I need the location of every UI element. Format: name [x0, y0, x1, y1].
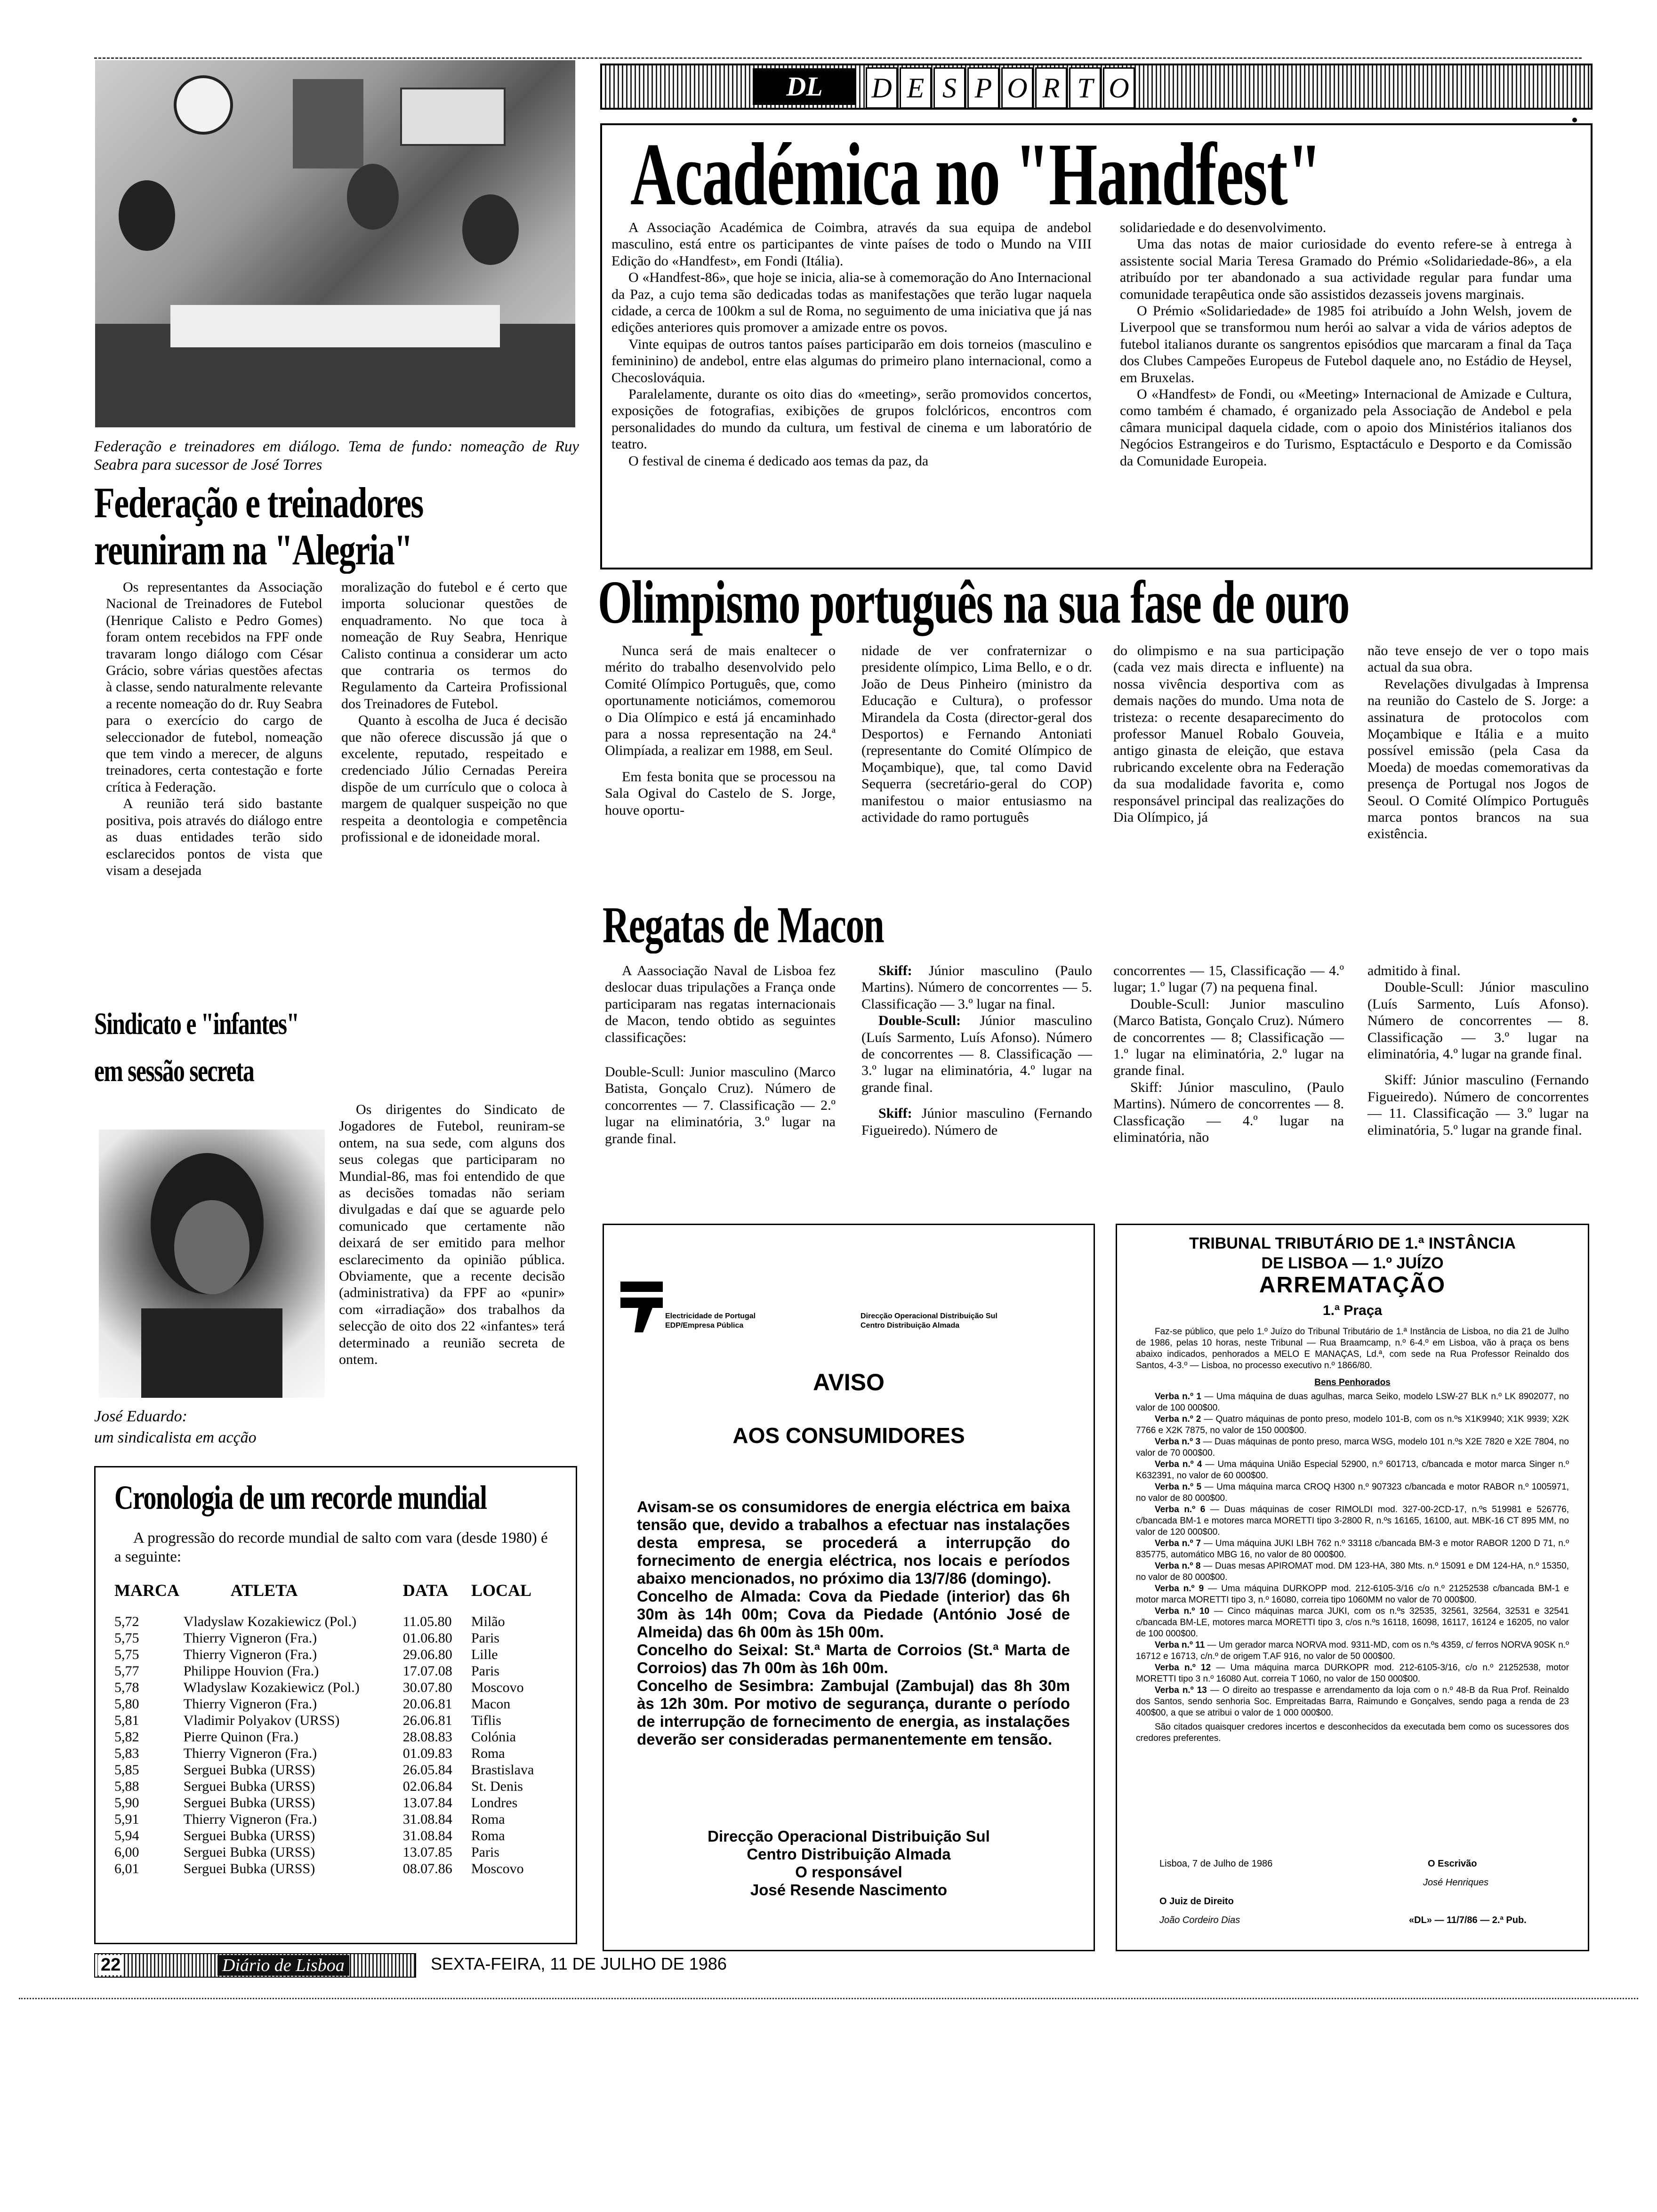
aviso-sesimbra: Concelho de Sesimbra: Zambujal (Zambujal) das 8h 30m às 12h 30m. Por motivo de segurança, durante o período de interrupção de fornecimento de energia, as instalações deverão ser consideradas permanentemente em tensão.	[637, 1677, 1070, 1748]
cell-data: 11.05.80	[402, 1614, 452, 1629]
verba-label: Verba n.º 10	[1155, 1606, 1210, 1616]
cell-data: 28.08.83	[402, 1729, 452, 1745]
cell-data: 29.06.80	[402, 1647, 452, 1662]
sindicato-title-line2: em sessão secreta	[94, 1054, 254, 1088]
cell-local: Paris	[471, 1630, 499, 1646]
sindicato-photo	[99, 1130, 325, 1398]
federacao-title-line2: reuniram na "Alegria"	[94, 526, 412, 574]
paragraph: nidade de ver confraternizar o presidente olímpico, Lima Bello, e o dr. João de Deus Pinheiro (ministro da Educação e Cultura), o professor Mirandela da Costa (director-geral dos Desportos) e Fernando Antoniati (representante do Comité Olímpico de Moçambique), que, tal como David Sequerra (secretário-geral do COP) manifestou o maior entusiasmo na actividade do ramo português	[861, 643, 1092, 825]
paragraph: O «Handfest-86», que hoje se inicia, alia-se à comemoração do Ano Internacional da Paz, a cujo tema são dedicadas todas as manifestações que terão lugar naquela cidade, a cerca de 100km a sul de Roma, no seguimento de uma iniciativa que já nas edições anteriores quis promover a amizade entre os povos.	[611, 270, 1092, 336]
verba-label: Verba n.º 3	[1155, 1437, 1201, 1447]
verba-item	[1136, 1459, 1569, 1482]
academica-col2	[1120, 219, 1572, 469]
verba-item	[1136, 1583, 1569, 1606]
verba-text: — Uma máquina marca CROQ H300 n.º 907323 c/bancada e motor RABOR n.º 1005971, no valor de 80 000$00.	[1136, 1482, 1569, 1503]
paragraph	[861, 1012, 1092, 1096]
paragraph: Double-Scull: Junior masculino (Marco Batista, Gonçalo Cruz). Número de concorrentes — 7. Classificação — 2.º lugar na eliminatória, 3.º lugar na grande final.	[605, 1064, 836, 1146]
cell-marca: 5,91	[114, 1811, 139, 1827]
academica-col1	[611, 219, 1092, 469]
signature-line: O responsável	[795, 1863, 902, 1881]
verba-label: Verba n.º 4	[1155, 1459, 1202, 1469]
verba-text: — Duas máquinas de coser RIMOLDI mod. 327-00-2CD-17, n.ºs 519981 e 526776, c/bancada BM-1 e motores marca MORETTI tipo 3-2800 R, n.ºs 16165, 16100, aut. MBK-16 CT 895 MM, no valor de 120 000$00.	[1136, 1505, 1569, 1537]
cell-data: 30.07.80	[402, 1680, 452, 1695]
edp-name: Electricidade de Portugal	[665, 1312, 756, 1320]
table-row	[114, 1613, 557, 1630]
table-row	[114, 1646, 557, 1663]
cell-atleta: Thierry Vigneron (Fra.)	[183, 1746, 317, 1761]
juiz-name: João Cordeiro Dias	[1159, 1915, 1240, 1925]
regatas-col3	[1113, 962, 1344, 1146]
regatas-col4	[1367, 962, 1589, 1138]
federacao-photo	[95, 60, 575, 427]
cell-marca: 5,72	[114, 1614, 139, 1629]
cell-local: Roma	[471, 1828, 505, 1843]
section-letter: D	[866, 67, 898, 109]
cell-atleta: Serguei Bubka (URSS)	[183, 1779, 315, 1794]
section-letter: O	[1001, 67, 1033, 109]
section-letter: T	[1069, 67, 1101, 109]
paragraph: Paralelamente, durante os oito dias do «meeting», serão promovidos concertos, exposições de fotografias, exibições de grupos folclóricos, encontros com personalidades do mundo da cultura, um festival de cinema e um laboratório de teatro.	[611, 386, 1092, 452]
verba-item	[1136, 1561, 1569, 1583]
table-row	[114, 1778, 557, 1795]
verba-text: — Uma máquina DURKOPP mod. 212-6105-3/16 c/o n.º 21252538 c/bancada BM-1 e motor marca MORETTI tipo 3, n.º 16080, correia tipo 1060MM no valor de 70 000$00.	[1136, 1584, 1569, 1605]
cronologia-intro: A progressão do recorde mundial de salto com vara (desde 1980) é a seguinte:	[114, 1530, 548, 1565]
table-row	[114, 1860, 557, 1877]
cell-local: Roma	[471, 1811, 505, 1827]
edp-type: EDP/Empresa Pública	[665, 1322, 744, 1330]
cell-data: 01.09.83	[402, 1746, 452, 1761]
cell-local: Colónia	[471, 1729, 516, 1745]
cell-local: Brastislava	[471, 1762, 534, 1778]
page-number: 22	[98, 1955, 123, 1975]
top-rule	[94, 57, 1582, 59]
cell-atleta: Serguei Bubka (URSS)	[183, 1844, 315, 1860]
cell-atleta: Thierry Vigneron (Fra.)	[183, 1811, 317, 1827]
olimpismo-col2	[861, 642, 1092, 825]
aviso-subtitle: AOS CONSUMIDORES	[732, 1423, 965, 1448]
cell-data: 31.08.84	[402, 1828, 452, 1843]
paragraph	[861, 1105, 1092, 1138]
cell-data: 13.07.84	[402, 1795, 452, 1811]
cell-data: 26.06.81	[402, 1713, 452, 1728]
table-row	[114, 1844, 557, 1860]
academica-box	[600, 123, 1593, 569]
cell-local: Tiflis	[471, 1713, 501, 1728]
cell-marca: 5,94	[114, 1828, 139, 1843]
cell-marca: 6,01	[114, 1861, 139, 1876]
page-corner-dot	[1572, 118, 1577, 122]
paragraph: concorrentes — 15, Classificação — 4.º lugar; 1.º lugar (7) na pequena final.	[1113, 963, 1344, 995]
aviso-seixal: Concelho do Seixal: St.ª Marta de Corroios (St.ª Marta de Corroios) das 7h 00m às 16h 00m.	[637, 1641, 1070, 1676]
tribunal-title-4: 1.ª Praça	[1322, 1303, 1383, 1318]
paragraph: A reunião terá sido bastante positiva, pois através do diálogo entre as duas entidades terão sido esclarecidos pontos de vista que visam a desejada	[106, 796, 322, 878]
cell-atleta: Serguei Bubka (URSS)	[183, 1828, 315, 1843]
tribunal-intro: Faz-se público, que pelo 1.º Juízo do Tribunal Tributário de 1.ª Instância de Lisboa, no dia 21 de Julho de 1986, pelas 10 horas, neste Tribunal — Rua Braamcamp, n.º 6-4.º em Lisboa, vão à praça os bens abaixo indicados, penhorados a MELO E MANAÇAS, Ld.ª, com sede na Rua Professor Reinaldo dos Santos, 4-3.º — Lisboa, no processo executivo n.º 1866/80.	[1136, 1327, 1569, 1370]
paragraph: O festival de cinema é dedicado aos temas da paz, da	[628, 453, 929, 469]
cell-local: Lille	[471, 1647, 498, 1662]
edp-direction: Direcção Operacional Distribuição Sul	[861, 1312, 997, 1320]
verba-item	[1136, 1640, 1569, 1662]
regatas-col2	[861, 962, 1092, 1138]
cell-atleta: Thierry Vigneron (Fra.)	[183, 1647, 317, 1662]
aviso-title: AVISO	[813, 1369, 885, 1395]
section-letter: R	[1035, 67, 1067, 109]
col-header-marca: MARCA	[114, 1581, 179, 1600]
cell-data: 31.08.84	[402, 1811, 452, 1827]
tribunal-closing: São citados quaisquer credores incertos e desconhecidos da executada bem como os sucessores dos credores preferentes.	[1136, 1722, 1569, 1743]
table-row	[114, 1745, 557, 1762]
cronologia-box	[94, 1466, 577, 1944]
cell-local: Moscovo	[471, 1680, 524, 1695]
federacao-title-line1: Federação e treinadores	[94, 479, 423, 527]
cell-data: 17.07.08	[402, 1663, 452, 1679]
paragraph: Em festa bonita que se processou na Sala Ogival do Castelo de S. Jorge, houve oportu-	[605, 769, 836, 818]
sindicato-caption-line1: José Eduardo:	[94, 1408, 187, 1425]
verba-text: — Uma máquina União Especial 52900, n.º 601713, c/bancada e motor marca Singer n.º K632391, no valor de 60 000$00.	[1136, 1459, 1569, 1481]
text: Júnior masculino (Fernando Figueiredo). Número de	[861, 1106, 1092, 1138]
tribunal-date: Lisboa, 7 de Julho de 1986	[1159, 1859, 1273, 1869]
paragraph: moralização do futebol e é certo que importa solucionar questões de enquadramento. No que toca à nomeação de Ruy Seabra, Henrique Calisto continua a considerar um acto que contraria os termos do Regulamento da Carteira Profissional dos Treinadores de Futebol.	[341, 579, 567, 712]
verba-text: — Uma máquina marca DURKOPR mod. 212-6105-3/16, c/o n.º 21252538, motor MORETTI tipo 3 n.º 16080 Aut. correia T 1060, no valor de 150 000$00.	[1136, 1663, 1569, 1684]
section-letter: O	[1103, 67, 1135, 109]
cell-local: Moscovo	[471, 1861, 524, 1876]
verbas-list	[1136, 1391, 1569, 1719]
paragraph: admitido à final.	[1367, 963, 1461, 978]
tribunal-notice	[1116, 1224, 1589, 1951]
verba-label: Verba n.º 11	[1155, 1640, 1205, 1650]
olimpismo-col1	[605, 642, 836, 818]
verba-text: — Uma máquina JUKI LBH 762 n.º 33118 c/bancada BM-3 e motor RABOR 1200 D 71, n.º 835775, automático MBG 16, no valor de 80 000$00.	[1136, 1539, 1569, 1560]
tribunal-title-3: ARREMATAÇÃO	[1259, 1273, 1446, 1298]
table-row	[114, 1663, 557, 1679]
table-row	[114, 1630, 557, 1646]
escrivao-title: O Escrivão	[1428, 1859, 1477, 1869]
verba-text: — Duas máquinas de ponto preso, marca WSG, modelo 101 n.ºs X2E 7820 e X2E 7804, no valor de 70 000$00.	[1136, 1437, 1569, 1458]
footer-date: SEXTA-FEIRA, 11 DE JULHO DE 1986	[431, 1954, 727, 1973]
paragraph: Vinte equipas de outros tantos países participarão em dois torneios (masculino e femininino) de andebol, entre elas algumas do primeiro plano internacional, como a Checoslováquia.	[611, 336, 1092, 385]
col-header-local: LOCAL	[471, 1581, 531, 1600]
cell-marca: 5,75	[114, 1647, 139, 1662]
cell-atleta: Pierre Quinon (Fra.)	[183, 1729, 298, 1745]
paragraph: Os dirigentes do Sindicato de Jogadores de Futebol, reuniram-se ontem, na sua sede, com alguns dos seus colegas que participaram no Mundial-86, mas foi entendido de que as decisões tomadas não seriam divulgadas e daí que se aguarde pelo comunicado que certamente não deixará de ser emitido para melhor esclarecimento da opinião pública. Obviamente, que a recente decisão (administrativa) da FPF ao «punir» com «irradiação» dos trabalhos da selecção de oito dos 22 «infantes» terá determinado a reunião secreta de ontem.	[339, 1102, 565, 1368]
federacao-col1	[106, 579, 322, 879]
verba-item	[1136, 1436, 1569, 1459]
verba-text: — Cinco máquinas marca JUKI, com os n.ºs 32535, 32561, 32564, 32531 e 32541 c/bancada BM-LE, motores marca MORETTI tipo 3, c/os n.ºs 16118, 16098, 16117, 16124 e 16205, no valor de 100 000$00.	[1136, 1606, 1569, 1639]
cell-local: Macon	[471, 1696, 511, 1712]
tribunal-title-2: DE LISBOA — 1.º JUÍZO	[1261, 1254, 1444, 1272]
cell-data: 01.06.80	[402, 1630, 452, 1646]
text: Júnior masculino (Paulo Martins). Número de concorrentes — 5. Classificação — 3.º lugar na final.	[861, 963, 1092, 1012]
signature-line: Centro Distribuição Almada	[747, 1845, 951, 1863]
table-row	[114, 1827, 557, 1844]
cell-marca: 5,81	[114, 1713, 139, 1728]
verba-item	[1136, 1504, 1569, 1538]
cell-local: Milão	[471, 1614, 505, 1629]
paragraph: Revelações divulgadas à Imprensa na reunião do Castelo de S. Jorge: a assinatura de protocolos com Moçambique e Itália e a muito possível emissão (pela Casa da Moeda) de moedas comemorativas da presença de Portugal nos Jogos de Seoul. O Comité Olímpico Português marca pontos brancos na sua existência.	[1367, 676, 1589, 842]
cell-atleta: Thierry Vigneron (Fra.)	[183, 1630, 317, 1646]
col-header-data: DATA	[402, 1581, 449, 1600]
cell-local: St. Denis	[471, 1779, 523, 1794]
regatas-col1	[605, 962, 836, 1147]
cell-atleta: Vladimir Polyakov (URSS)	[183, 1713, 340, 1728]
juiz-title: O Juiz de Direito	[1159, 1896, 1234, 1907]
cell-local: Roma	[471, 1746, 505, 1761]
bottom-rule	[19, 1998, 1638, 1999]
regatas-title: Regatas de Macon	[603, 896, 884, 954]
cell-atleta: Wladyslaw Kozakiewicz (Pol.)	[183, 1680, 360, 1695]
escrivao-name: José Henriques	[1423, 1877, 1488, 1888]
verba-item	[1136, 1538, 1569, 1561]
cell-marca: 5,80	[114, 1696, 139, 1712]
cell-marca: 5,83	[114, 1746, 139, 1761]
aviso-signature	[604, 1827, 1094, 1899]
cell-marca: 5,90	[114, 1795, 139, 1811]
verba-text: — Uma máquina de duas agulhas, marca Seiko, modelo LSW-27 BLK n.º LK 8902077, no valor de 100 000$00.	[1136, 1392, 1569, 1413]
paragraph: Skiff: Júnior masculino, (Paulo Martins). Número de concorrentes — 8. Classficação — 4.º lugar na eliminatória, não	[1113, 1079, 1344, 1146]
table-row	[114, 1679, 557, 1696]
table-row	[114, 1696, 557, 1712]
paragraph: Double-Scull: Junior masculino (Marco Batista, Gonçalo Cruz). Número de concorrentes — 8; Classificação — 1.º lugar na eliminatória, 2.º lugar na grande final.	[1113, 996, 1344, 1079]
col-header-atleta: ATLETA	[230, 1581, 298, 1600]
paragraph: Os representantes da Associação Nacional de Treinadores de Futebol (Henrique Calisto e Pedro Gomes) foram ontem recebidos na FPF onde travaram longo diálogo com César Grácio, sobre várias questões afectas à classe, sendo naturalmente relevante a recente nomeação do dr. Ruy Seabra para o exercício do cargo de seleccionador de futebol, nomeação que tem vindo a merecer, de alguns treinadores, certa contestação e forte crítica à Federação.	[106, 579, 322, 795]
olimpismo-col4	[1367, 642, 1589, 842]
academica-title: Académica no "Handfest"	[630, 125, 1321, 224]
verba-item	[1136, 1482, 1569, 1504]
verba-text: — Um gerador marca NORVA mod. 9311-MD, com os n.ºs 4359, c/ ferros NORVA 90SK n.º 16712 e 16713, c/n.º de origem T.AF 916, no valor de 50 000$00.	[1136, 1640, 1569, 1661]
verba-text: — Duas mesas APIROMAT mod. DM 123-HA, 380 Mts. n.º 15091 e DM 124-HA, n.º 15350, no valor de 80 000$00.	[1136, 1561, 1569, 1582]
verba-label: Verba n.º 13	[1155, 1685, 1207, 1695]
cell-atleta: Serguei Bubka (URSS)	[183, 1762, 315, 1778]
text: Júnior masculino (Luís Sarmento, Luís Afonso). Número de concorrentes — 8. Classificação — 3.º lugar na eliminatória, 4.º lugar na grande final.	[861, 1013, 1092, 1095]
table-row	[114, 1762, 557, 1778]
signature-line: José Resende Nascimento	[750, 1881, 948, 1899]
cell-atleta: Serguei Bubka (URSS)	[183, 1795, 315, 1811]
section-name	[866, 65, 1137, 108]
sindicato-body	[339, 1101, 565, 1368]
tribunal-title-1: TRIBUNAL TRIBUTÁRIO DE 1.ª INSTÂNCIA	[1189, 1234, 1516, 1252]
paragraph: do olimpismo e na sua participação (cada vez mais directa e influente) na nossa vivência desportiva com as demais nações do mundo. Uma nota de tristeza: o recente desaparecimento do professor Manuel Robalo Gouveia, antigo ginasta de eleição, que estava rubricando excelente obra na Federação da sua modalidade favorita e, como responsável principal das realizações do Dia Olímpico, já	[1113, 643, 1344, 825]
verba-label: Verba n.º 5	[1155, 1482, 1202, 1492]
paragraph: O Prémio «Solidariedade» de 1985 foi atribuído a John Welsh, jovem de Liverpool que se transformou num herói ao salvar a vida de vários adeptos de futebol italianos durante os sangrentos episódios que marcaram a final da Taça dos Clubes Campeões Europeus de Futebol daquele ano, no Estádio de Heysel, em Bruxelas.	[1120, 303, 1572, 385]
cell-local: Paris	[471, 1663, 499, 1679]
signature-line: Direcção Operacional Distribuição Sul	[708, 1827, 990, 1845]
cell-atleta: Serguei Bubka (URSS)	[183, 1861, 315, 1876]
verba-text: — Quatro máquinas de ponto preso, modelo 101-B, com os n.ºs X1K9940; X1K 9939; X2K 7766 e X2K 7875, no valor de 150 000$00.	[1136, 1414, 1569, 1435]
paragraph: Nunca será de mais enaltecer o mérito do trabalho desenvolvido pelo Comité Olímpico Português, que, como oportunamente noticiámos, comemorou o Dia Olímpico e está já encaminhado para a nossa representação na 24.ª Olimpíada, a realizar em 1988, em Seul.	[605, 643, 836, 759]
publication-ref: «DL» — 11/7/86 — 2.ª Pub.	[1409, 1915, 1527, 1925]
cell-atleta: Philippe Houvion (Fra.)	[183, 1663, 319, 1679]
table-row	[114, 1729, 557, 1745]
verba-item	[1136, 1662, 1569, 1685]
verba-item	[1136, 1685, 1569, 1719]
verba-item	[1136, 1391, 1569, 1414]
table-row	[114, 1811, 557, 1827]
cell-marca: 5,75	[114, 1630, 139, 1646]
verba-label: Verba n.º 7	[1155, 1539, 1201, 1548]
verba-label: Verba n.º 6	[1155, 1505, 1206, 1515]
cronologia-title: Cronologia de um recorde mundial	[114, 1479, 487, 1516]
section-masthead	[600, 64, 1593, 110]
aviso-body	[637, 1498, 1070, 1748]
verba-item	[1136, 1414, 1569, 1436]
sindicato-title-line1: Sindicato e "infantes"	[94, 1007, 299, 1041]
paragraph: Double-Scull: Júnior masculino (Luís Sarmento, Luís Afonso). Número de concorrentes — 8. Classificação — 3.º lugar na eliminatória, 4.º lugar na grande final.	[1367, 979, 1589, 1062]
cell-marca: 5,77	[114, 1663, 139, 1679]
footer-bar	[94, 1953, 416, 1978]
label: Double-Scull:	[878, 1013, 961, 1029]
verba-label: Verba n.º 8	[1155, 1561, 1201, 1571]
verba-label: Verba n.º 9	[1155, 1584, 1204, 1594]
aviso-notice	[603, 1224, 1095, 1951]
aviso-intro: Avisam-se os consumidores de energia eléctrica em baixa tensão que, devido a trabalhos a efectuar nas instalações desta empresa, se procederá a interrupção do fornecimento de energia eléctrica, nos locais e períodos abaixo mencionados, no próximo dia 13/7/86 (domingo).	[637, 1498, 1070, 1587]
paragraph: O «Handfest» de Fondi, ou «Meeting» Internacional de Amizade e Cultura, como também é chamado, é organizado pela Associação de Andebol e pela câmara municipal daquela cidade, com o apoio dos Ministérios italianos dos Negócios Estrangeiros e do Turismo, Esptactáculo e Desporto e da Comissão da Comunidade Europeia.	[1120, 386, 1572, 469]
label: Skiff:	[878, 963, 912, 978]
cell-data: 02.06.84	[402, 1779, 452, 1794]
cell-marca: 5,78	[114, 1680, 139, 1695]
cell-data: 08.07.86	[402, 1861, 452, 1876]
cell-marca: 5,85	[114, 1762, 139, 1778]
verba-text: — O direito ao trespasse e arrendamento da loja com o n.º 48-B da Rua Prof. Reinaldo dos Santos, sendo senhoria Soc. Empreitadas Barra, Raimundo e Gonçalves, sendo paga a renda de 23 400$00, a que se atribui o valor de 1 000 000$00.	[1136, 1685, 1569, 1718]
paragraph: não teve ensejo de ver o topo mais actual da sua obra.	[1367, 643, 1589, 675]
cell-atleta: Thierry Vigneron (Fra.)	[183, 1696, 317, 1712]
olimpismo-title: Olimpismo português na sua fase de ouro	[598, 569, 1349, 636]
tribunal-body	[1136, 1326, 1569, 1744]
bens-title: Bens Penhorados	[1314, 1378, 1391, 1387]
paragraph	[861, 962, 1092, 1012]
paragraph: solidariedade e do desenvolvimento.	[1120, 220, 1327, 235]
paragraph: Quanto à escolha de Juca é decisão que não oferece discussão já que o excelente, reputado, respeitado e credenciado Júlio Cernadas Pereira dispõe de um currículo que o coloca à margem de qualquer suspeição no que respeita a deontologia e competência profissional e de idoneidade moral.	[341, 713, 567, 845]
cell-local: Paris	[471, 1844, 499, 1860]
paragraph: Skiff: Júnior masculino (Fernando Figueiredo). Número de concorrentes — 11. Classificação — 3.º lugar na eliminatória, 5.º lugar na grande final.	[1367, 1072, 1589, 1138]
cell-marca: 5,82	[114, 1729, 139, 1745]
olimpismo-col3	[1113, 642, 1344, 825]
paper-name: Diário de Lisboa	[217, 1955, 349, 1976]
federacao-col2	[341, 579, 567, 846]
record-table	[114, 1580, 557, 1877]
paragraph: Uma das notas de maior curiosidade do evento refere-se à entrega à assistente social Maria Teresa Gramado do Prémio «Solidariedade-86», a ela atribuído por ter abandonado a sua actividade regular para fundar uma comunidade terapêutica onde são assistidos dezasseis jovens marginais.	[1120, 236, 1572, 302]
verba-label: Verba n.º 12	[1155, 1663, 1211, 1673]
cell-data: 13.07.85	[402, 1844, 452, 1860]
edp-logo-icon	[616, 1272, 672, 1333]
table-row	[114, 1712, 557, 1729]
cell-local: Londres	[471, 1795, 518, 1811]
label: Skiff:	[878, 1106, 912, 1122]
cell-atleta: Vladyslaw Kozakiewicz (Pol.)	[183, 1614, 357, 1629]
table-row	[114, 1795, 557, 1811]
aviso-almada: Concelho de Almada: Cova da Piedade (interior) das 6h 30m às 14h 00m; Cova da Piedade (António José de Almeida) das 6h 00m às 15h 00m.	[637, 1587, 1070, 1641]
cell-marca: 5,88	[114, 1779, 139, 1794]
federacao-caption: Federação e treinadores em diálogo. Tema de fundo: nomeação de Ruy Seabra para sucessor de José Torres	[94, 438, 579, 473]
edp-centre: Centro Distribuição Almada	[861, 1322, 960, 1330]
dl-logo: DL	[753, 68, 856, 105]
cell-data: 26.05.84	[402, 1762, 452, 1778]
verba-label: Verba n.º 2	[1155, 1414, 1201, 1424]
sindicato-caption-line2: um sindicalista em acção	[94, 1429, 257, 1446]
paragraph: A Associação Académica de Coimbra, através da sua equipa de andebol masculino, está entre os participantes de vinte países de todo o Mundo na VIII Edição do «Handfest», em Fondi (Itália).	[611, 220, 1092, 269]
paragraph: A Aassociação Naval de Lisboa fez deslocar duas tripulações a França onde participaram nas regatas internacionais de Macon, tendo obtido as seguintes classificações:	[605, 963, 836, 1045]
verba-label: Verba n.º 1	[1155, 1392, 1201, 1402]
section-letter: P	[967, 67, 999, 109]
verba-item	[1136, 1606, 1569, 1640]
section-letter: E	[900, 67, 932, 109]
section-letter: S	[933, 67, 965, 109]
cell-data: 20.06.81	[402, 1696, 452, 1712]
cell-marca: 6,00	[114, 1844, 139, 1860]
